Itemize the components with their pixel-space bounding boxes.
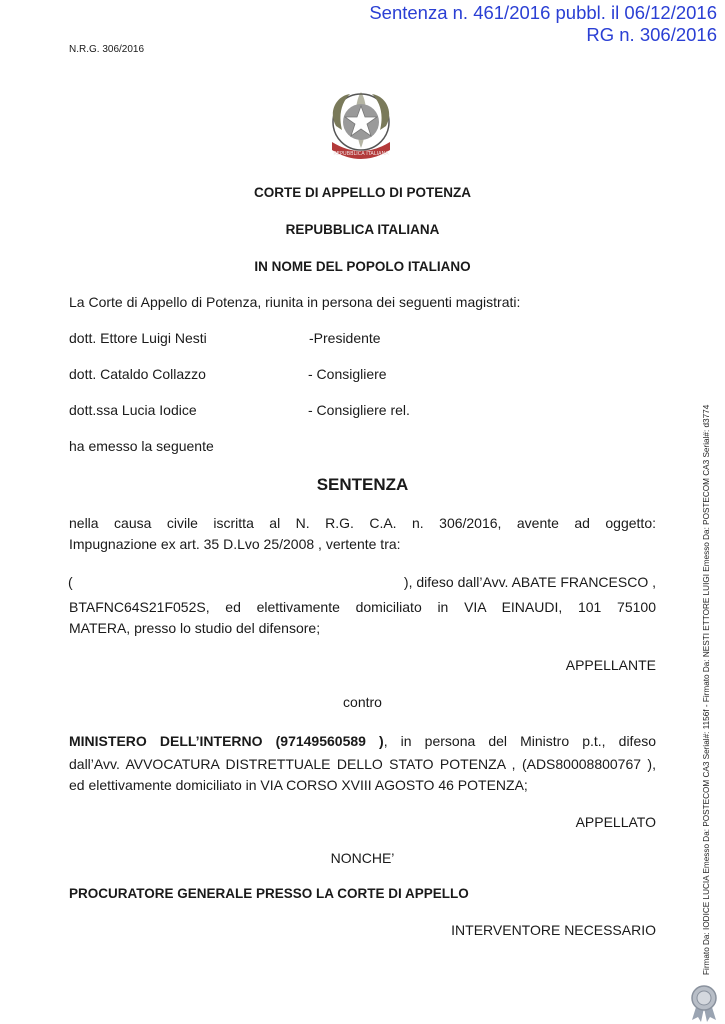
digital-signature-text: Firmato Da: IODICE LUCIA Emesso Da: POSTECOM CA3 Serial#: 1156f - Firmato Da: NESTI ETTORE LUIGI Emesso Da: POSTECOM CA3 Serial#: d3774 bbox=[702, 404, 711, 975]
appellee-line-1-rest: , in persona del Ministro p.t., difeso bbox=[383, 733, 657, 749]
stamp-line-2: RG n. 306/2016 bbox=[586, 24, 717, 45]
signature-seal-icon bbox=[687, 984, 721, 1022]
nrg-number: N.R.G. 306/2016 bbox=[69, 44, 145, 55]
republic-heading: REPUBBLICA ITALIANA bbox=[285, 222, 440, 237]
judge-role-2: - Consigliere bbox=[308, 366, 387, 382]
intervener-label: INTERVENTORE NECESSARIO bbox=[451, 922, 656, 938]
appellant-line-2: BTAFNC64S21F052S, ed elettivamente domiciliato in VIA EINAUDI, 101 75100 bbox=[69, 599, 656, 615]
emblem-ribbon-text: REPUBBLICA ITALIANA bbox=[333, 151, 389, 157]
judge-role-1: -Presidente bbox=[309, 330, 381, 346]
judge-name-2: dott. Cataldo Collazzo bbox=[69, 366, 206, 382]
people-heading: IN NOME DEL POPOLO ITALIANO bbox=[254, 259, 471, 274]
appellee-name: MINISTERO DELL’INTERNO (97149560589 ) bbox=[69, 733, 384, 749]
cause-line-1: nella causa civile iscritta al N. R.G. C.A. n. 306/2016, avente ad oggetto: bbox=[69, 515, 656, 531]
appellant-redaction-start: ( bbox=[68, 574, 73, 590]
judge-name-3: dott.ssa Lucia Iodice bbox=[69, 402, 197, 418]
intro-text: La Corte di Appello di Potenza, riunita in persona dei seguenti magistrati: bbox=[69, 294, 521, 310]
judge-name-1: dott. Ettore Luigi Nesti bbox=[69, 330, 207, 346]
appellee-label: APPELLATO bbox=[575, 814, 656, 830]
appellee-line-1 bbox=[69, 730, 656, 752]
cause-line-2: Impugnazione ex art. 35 D.Lvo 25/2008 , vertente tra: bbox=[69, 536, 401, 552]
appellant-label: APPELLANTE bbox=[565, 657, 656, 673]
appellee-line-2: dall’Avv. AVVOCATURA DISTRETTUALE DELLO STATO POTENZA , (ADS80008800767 ), bbox=[69, 756, 656, 772]
procuratore-heading: PROCURATORE GENERALE PRESSO LA CORTE DI APPELLO bbox=[69, 886, 469, 901]
emits-text: ha emesso la seguente bbox=[69, 438, 214, 454]
appellant-line-3: MATERA, presso lo studio del difensore; bbox=[69, 620, 321, 636]
appellant-line-1: ), difeso dall’Avv. ABATE FRANCESCO , bbox=[403, 574, 656, 590]
court-name: CORTE DI APPELLO DI POTENZA bbox=[253, 185, 471, 200]
appellee-line-3: ed elettivamente domiciliato in VIA CORSO XVIII AGOSTO 46 POTENZA; bbox=[69, 777, 528, 793]
contro-text: contro bbox=[343, 694, 382, 710]
stamp-line-1: Sentenza n. 461/2016 pubbl. il 06/12/2016 bbox=[369, 2, 717, 23]
italian-emblem-icon bbox=[322, 86, 400, 168]
nonche-text: NONCHE’ bbox=[330, 850, 395, 866]
judge-role-3: - Consigliere rel. bbox=[308, 402, 410, 418]
sentence-title: SENTENZA bbox=[316, 475, 409, 494]
publication-stamp bbox=[369, 2, 717, 46]
